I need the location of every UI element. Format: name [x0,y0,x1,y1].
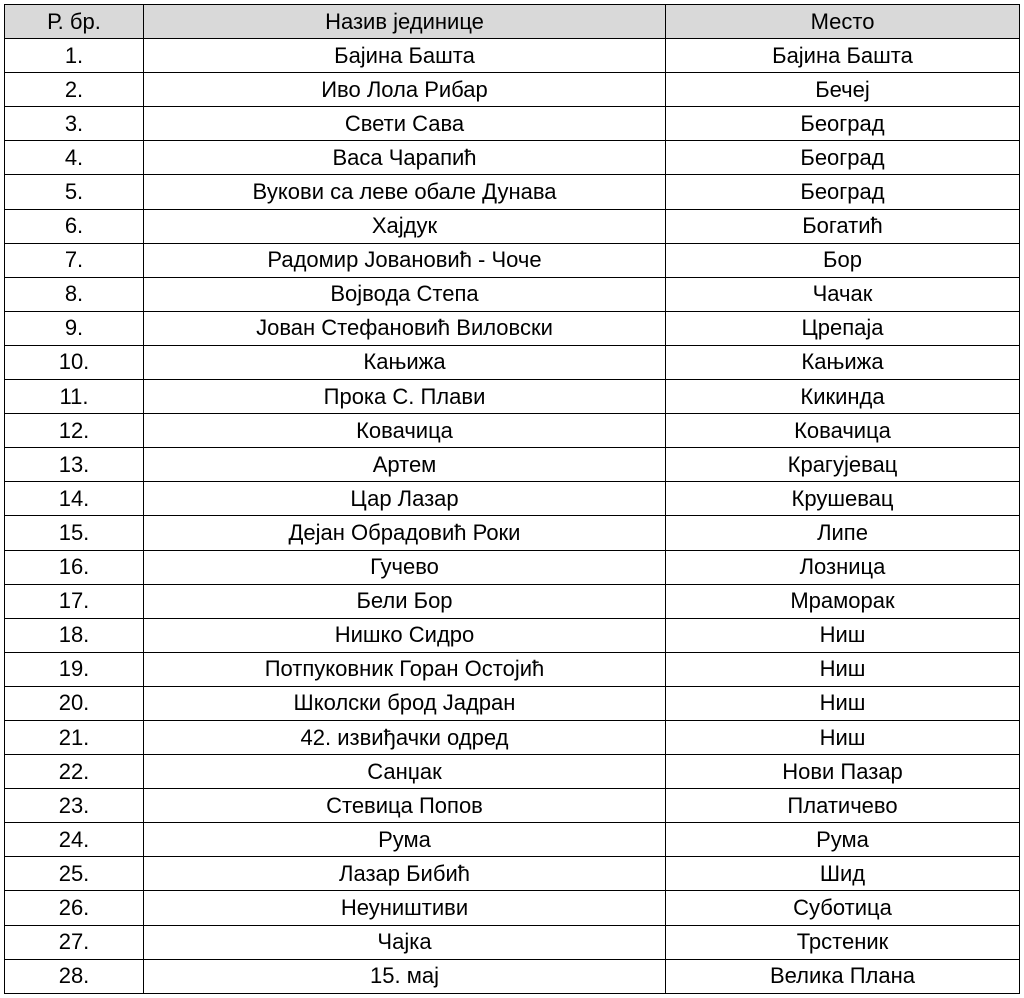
cell-unit-name: Гучево [144,550,666,584]
cell-place: Нови Пазар [666,755,1020,789]
cell-unit-name: Школски брод Јадран [144,686,666,720]
cell-place: Трстеник [666,925,1020,959]
cell-number: 8. [5,277,144,311]
header-row [5,5,1020,39]
table-row [5,584,1020,618]
table-row [5,857,1020,891]
cell-number: 11. [5,380,144,414]
cell-number: 22. [5,755,144,789]
cell-unit-name: Радомир Јовановић - Чоче [144,243,666,277]
table-row [5,789,1020,823]
table-row [5,720,1020,754]
cell-number: 10. [5,345,144,379]
cell-number: 24. [5,823,144,857]
table-row [5,925,1020,959]
cell-number: 28. [5,959,144,993]
table-row [5,652,1020,686]
cell-unit-name: Војвода Степа [144,277,666,311]
cell-place: Липе [666,516,1020,550]
cell-unit-name: Артем [144,448,666,482]
cell-unit-name: 42. извиђачки одред [144,720,666,754]
cell-place: Бајина Башта [666,39,1020,73]
table-row [5,959,1020,993]
table-body [5,39,1020,994]
table-row [5,277,1020,311]
cell-place: Шид [666,857,1020,891]
table-header [5,5,1020,39]
table-row [5,311,1020,345]
cell-number: 18. [5,618,144,652]
cell-place: Богатић [666,209,1020,243]
cell-unit-name: Хајдук [144,209,666,243]
table-row [5,380,1020,414]
table-row [5,823,1020,857]
cell-unit-name: Чајка [144,925,666,959]
cell-place: Крагујевац [666,448,1020,482]
table-row [5,448,1020,482]
cell-place: Ниш [666,652,1020,686]
cell-unit-name: Иво Лола Рибар [144,73,666,107]
cell-number: 13. [5,448,144,482]
cell-unit-name: Потпуковник Горан Остојић [144,652,666,686]
cell-number: 15. [5,516,144,550]
table-row [5,686,1020,720]
cell-place: Мраморак [666,584,1020,618]
cell-unit-name: Стевица Попов [144,789,666,823]
cell-unit-name: Цар Лазар [144,482,666,516]
cell-unit-name: Бајина Башта [144,39,666,73]
cell-unit-name: Васа Чарапић [144,141,666,175]
header-unit-name: Назив јединице [144,5,666,39]
table-row [5,175,1020,209]
cell-place: Ниш [666,618,1020,652]
cell-unit-name: Ковачица [144,414,666,448]
cell-place: Београд [666,107,1020,141]
cell-number: 12. [5,414,144,448]
header-number: Р. бр. [5,5,144,39]
cell-unit-name: Прока С. Плави [144,380,666,414]
table-row [5,618,1020,652]
cell-place: Рума [666,823,1020,857]
cell-number: 14. [5,482,144,516]
cell-number: 27. [5,925,144,959]
table-row [5,891,1020,925]
cell-number: 2. [5,73,144,107]
cell-place: Београд [666,175,1020,209]
table-row [5,516,1020,550]
cell-place: Суботица [666,891,1020,925]
cell-unit-name: Нишко Сидро [144,618,666,652]
cell-place: Кикинда [666,380,1020,414]
cell-number: 21. [5,720,144,754]
cell-unit-name: Вукови са леве обале Дунава [144,175,666,209]
cell-place: Црепаја [666,311,1020,345]
cell-place: Бор [666,243,1020,277]
cell-unit-name: Санџак [144,755,666,789]
cell-unit-name: Кањижа [144,345,666,379]
cell-place: Чачак [666,277,1020,311]
cell-unit-name: Рума [144,823,666,857]
table-row [5,73,1020,107]
cell-number: 3. [5,107,144,141]
cell-unit-name: Бели Бор [144,584,666,618]
cell-number: 19. [5,652,144,686]
cell-place: Ниш [666,686,1020,720]
units-table [4,4,1020,994]
cell-number: 7. [5,243,144,277]
cell-unit-name: 15. мај [144,959,666,993]
cell-place: Платичево [666,789,1020,823]
table-row [5,482,1020,516]
cell-number: 17. [5,584,144,618]
table-row [5,550,1020,584]
cell-place: Кањижа [666,345,1020,379]
table-row [5,414,1020,448]
cell-number: 26. [5,891,144,925]
table-row [5,755,1020,789]
cell-place: Велика Плана [666,959,1020,993]
cell-number: 25. [5,857,144,891]
cell-place: Крушевац [666,482,1020,516]
cell-unit-name: Лазар Бибић [144,857,666,891]
cell-number: 23. [5,789,144,823]
cell-unit-name: Јован Стефановић Виловски [144,311,666,345]
cell-unit-name: Дејан Обрадовић Роки [144,516,666,550]
table-row [5,243,1020,277]
table-row [5,209,1020,243]
cell-place: Лозница [666,550,1020,584]
cell-number: 1. [5,39,144,73]
cell-number: 6. [5,209,144,243]
cell-number: 4. [5,141,144,175]
cell-number: 20. [5,686,144,720]
header-place: Место [666,5,1020,39]
cell-number: 16. [5,550,144,584]
cell-number: 5. [5,175,144,209]
cell-unit-name: Неуништиви [144,891,666,925]
table-row [5,39,1020,73]
cell-number: 9. [5,311,144,345]
cell-place: Београд [666,141,1020,175]
table-row [5,141,1020,175]
cell-place: Бечеј [666,73,1020,107]
cell-unit-name: Свети Сава [144,107,666,141]
cell-place: Ковачица [666,414,1020,448]
table-row [5,107,1020,141]
table-row [5,345,1020,379]
cell-place: Ниш [666,720,1020,754]
